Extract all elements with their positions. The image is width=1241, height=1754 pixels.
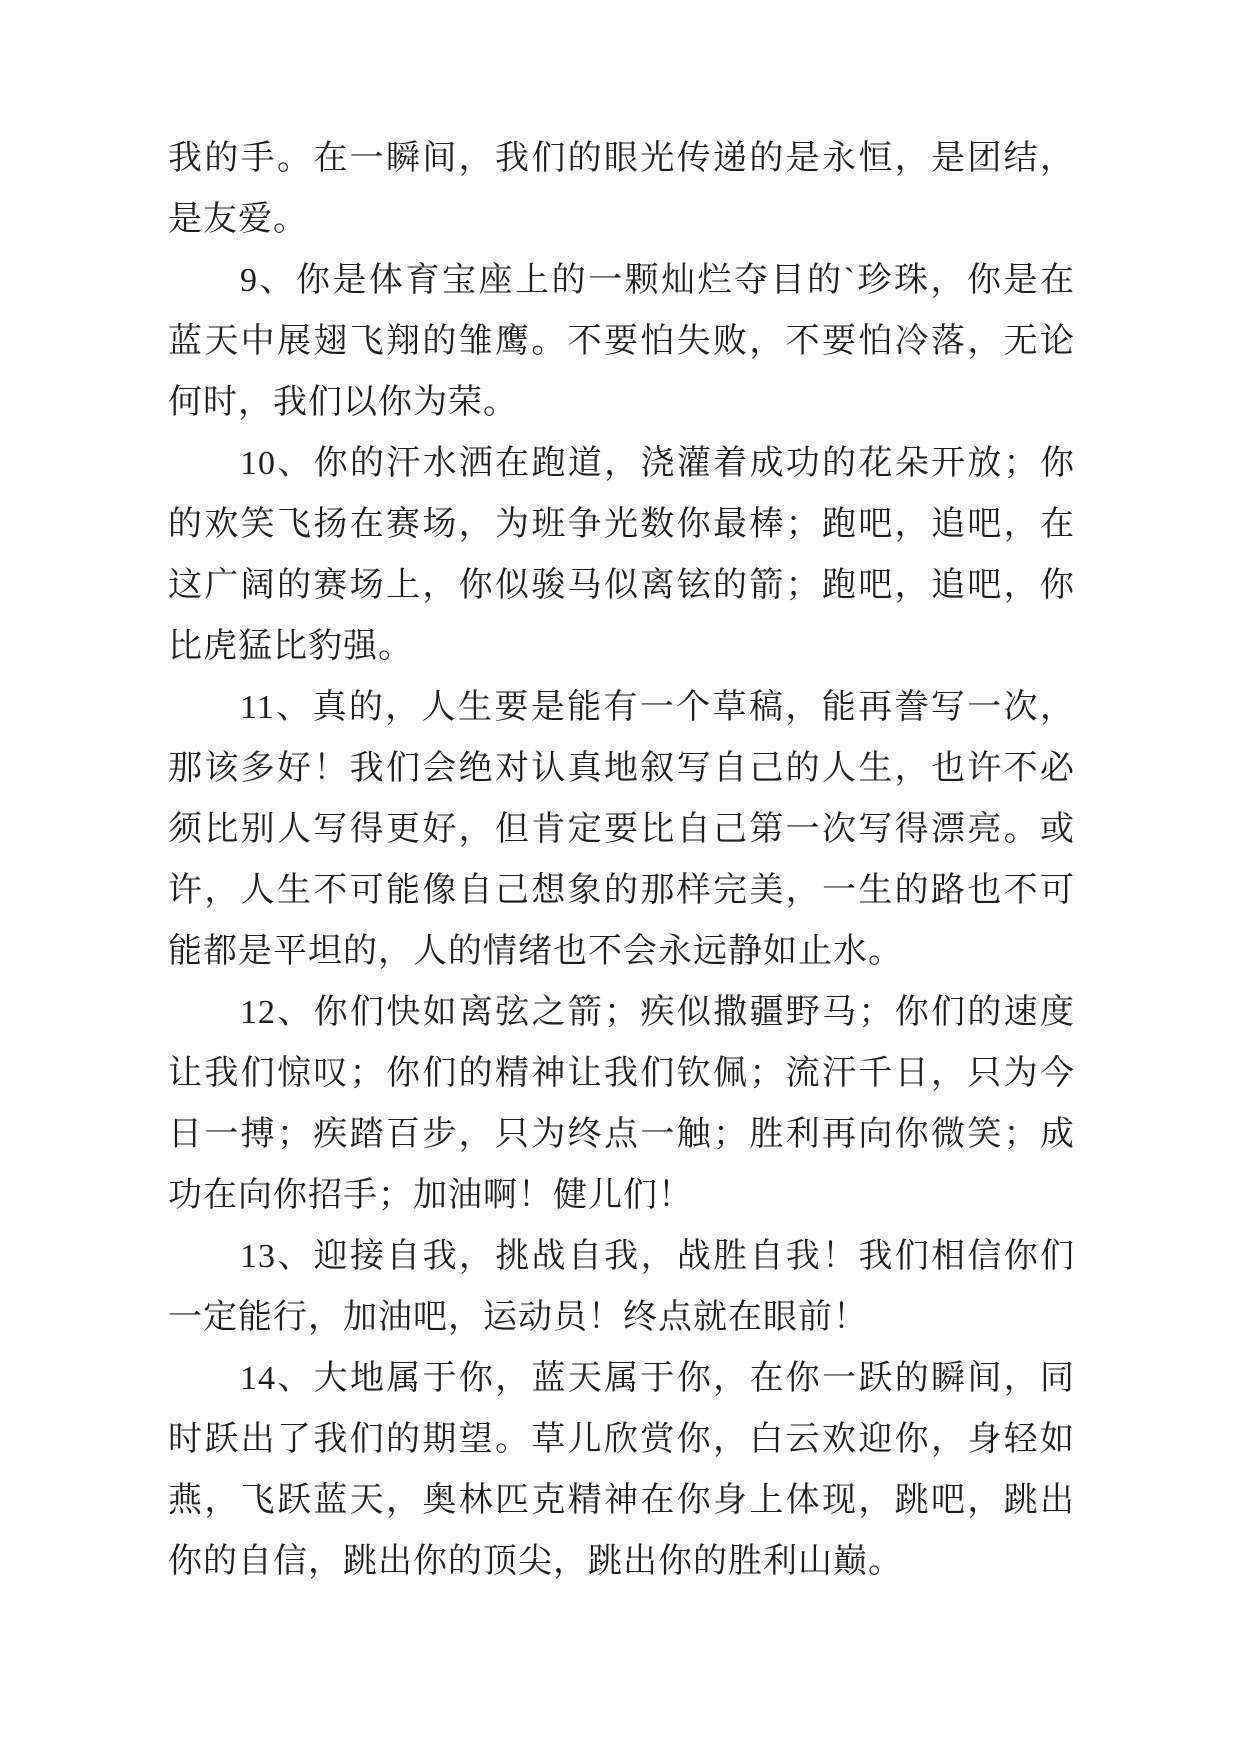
document-body xyxy=(168,128,1075,1592)
paragraph-13: 13、迎接自我，挑战自我，战胜自我！我们相信你们一定能行，加油吧，运动员！终点就在眼前！ xyxy=(168,1238,1075,1336)
paragraph-continuation: 我的手。在一瞬间，我们的眼光传递的是永恒，是团结，是友爱。 xyxy=(168,140,1075,238)
paragraph-11: 11、真的，人生要是能有一个草稿，能再誊写一次，那该多好！我们会绝对认真地叙写自己的人生，也许不必须比别人写得更好，但肯定要比自己第一次写得漂亮。或许，人生不可能像自己想象的那样完美，一生的路也不可能都是平坦的，人的情绪也不会永远静如止水。 xyxy=(168,689,1075,970)
paragraph-9: 9、你是体育宝座上的一颗灿烂夺目的`珍珠，你是在蓝天中展翅飞翔的雏鹰。不要怕失败，不要怕冷落，无论何时，我们以你为荣。 xyxy=(168,262,1075,421)
paragraph-12: 12、你们快如离弦之箭；疾似撒疆野马；你们的速度让我们惊叹；你们的精神让我们钦佩；流汗千日，只为今日一搏；疾踏百步，只为终点一触；胜利再向你微笑；成功在向你招手；加油啊！健儿们！ xyxy=(168,994,1075,1214)
paragraph-10: 10、你的汗水洒在跑道，浇灌着成功的花朵开放；你的欢笑飞扬在赛场，为班争光数你最棒；跑吧，追吧，在这广阔的赛场上，你似骏马似离铉的箭；跑吧，追吧，你比虎猛比豹强。 xyxy=(168,445,1075,665)
paragraph-14: 14、大地属于你，蓝天属于你，在你一跃的瞬间，同时跃出了我们的期望。草儿欣赏你，白云欢迎你，身轻如燕，飞跃蓝天，奥林匹克精神在你身上体现，跳吧，跳出你的自信，跳出你的顶尖，跳出你的胜利山巅。 xyxy=(168,1360,1075,1580)
